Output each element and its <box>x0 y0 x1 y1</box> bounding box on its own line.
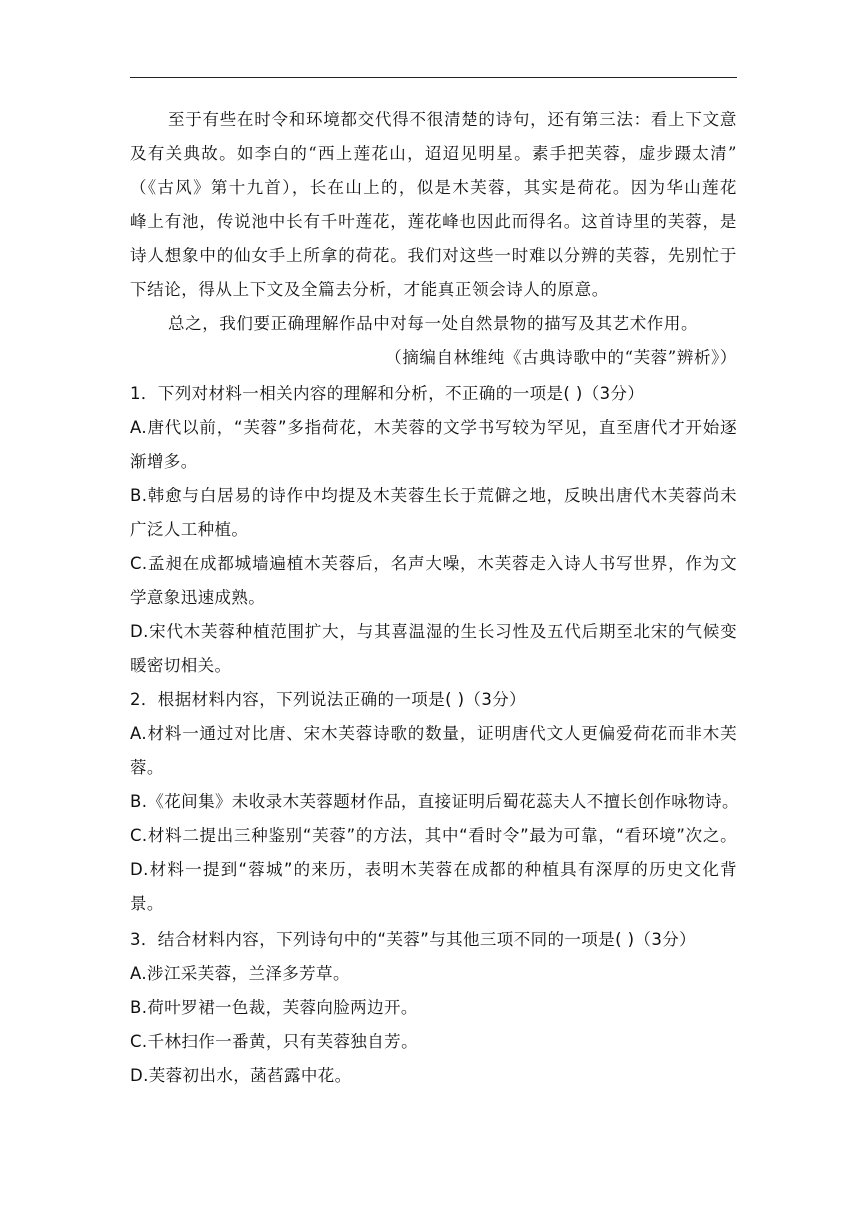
question-stem: 1．下列对材料一相关内容的理解和分析，不正确的一项是( )（3分） <box>130 384 645 403</box>
header-rule <box>130 77 737 78</box>
option-a: A.涉江采芙蓉，兰泽多芳草。 <box>130 964 350 983</box>
option-d-cont: 暖密切相关。 <box>130 656 232 675</box>
question-stem: 2．根据材料内容，下列说法正确的一项是( )（3分） <box>130 690 527 709</box>
option-a-cont: 渐增多。 <box>130 452 198 471</box>
option-c: C.材料二提出三种鉴别“芙蓉”的方法，其中“看时令”最为可靠，“看环境”次之。 <box>130 826 737 845</box>
option-d-cont: 景。 <box>130 894 164 913</box>
option-b-cont: 广泛人工种植。 <box>130 520 249 539</box>
passage-line: 诗人想象中的仙女手上所拿的荷花。我们对这些一时难以分辨的芙蓉，先别忙于 <box>130 246 737 265</box>
option-d: D.芙蓉初出水，菡萏露中花。 <box>130 1066 352 1085</box>
option-b: B.《花间集》未收录木芙蓉题材作品，直接证明后蜀花蕊夫人不擅长创作咏物诗。 <box>130 792 739 811</box>
passage-line: 总之，我们要正确理解作品中对每一处自然景物的描写及其艺术作用。 <box>168 314 699 333</box>
passage-line: （《古风》第十九首），长在山上的，似是木芙蓉，其实是荷花。因为华山莲花 <box>130 178 737 197</box>
passage-line: 及有关典故。如李白的“西上莲花山，迢迢见明星。素手把芙蓉，虚步蹑太清” <box>130 144 737 163</box>
passage-source: （摘编自林维纯《古典诗歌中的“芙蓉”辨析》） <box>385 348 737 367</box>
option-b: B.韩愈与白居易的诗作中均提及木芙蓉生长于荒僻之地，反映出唐代木芙蓉尚未 <box>130 486 737 505</box>
option-c: C.孟昶在成都城墙遍植木芙蓉后，名声大噪，木芙蓉走入诗人书写世界，作为文 <box>130 554 737 573</box>
question-stem: 3．结合材料内容，下列诗句中的“芙蓉”与其他三项不同的一项是( )（3分） <box>130 930 697 949</box>
passage-line: 至于有些在时令和环境都交代得不很清楚的诗句，还有第三法：看上下文意 <box>168 110 737 129</box>
option-b: B.荷叶罗裙一色裁，芙蓉向脸两边开。 <box>130 998 418 1017</box>
option-d: D.宋代木芙蓉种植范围扩大，与其喜温湿的生长习性及五代后期至北宋的气候变 <box>130 622 737 641</box>
option-a: A.材料一通过对比唐、宋木芙蓉诗歌的数量，证明唐代文人更偏爱荷花而非木芙 <box>130 724 737 743</box>
option-a-cont: 蓉。 <box>130 758 164 777</box>
passage-line: 峰上有池，传说池中长有千叶莲花，莲花峰也因此而得名。这首诗里的芙蓉，是 <box>130 212 737 231</box>
option-c-cont: 学意象迅速成熟。 <box>130 588 266 607</box>
passage-line: 下结论，得从上下文及全篇去分析，才能真正领会诗人的原意。 <box>130 280 609 299</box>
option-a: A.唐代以前，“芙蓉”多指荷花，木芙蓉的文学书写较为罕见，直至唐代才开始逐 <box>130 418 737 437</box>
option-c: C.千林扫作一番黄，只有芙蓉独自芳。 <box>130 1032 418 1051</box>
option-d: D.材料一提到“蓉城”的来历，表明木芙蓉在成都的种植具有深厚的历史文化背 <box>130 860 737 879</box>
